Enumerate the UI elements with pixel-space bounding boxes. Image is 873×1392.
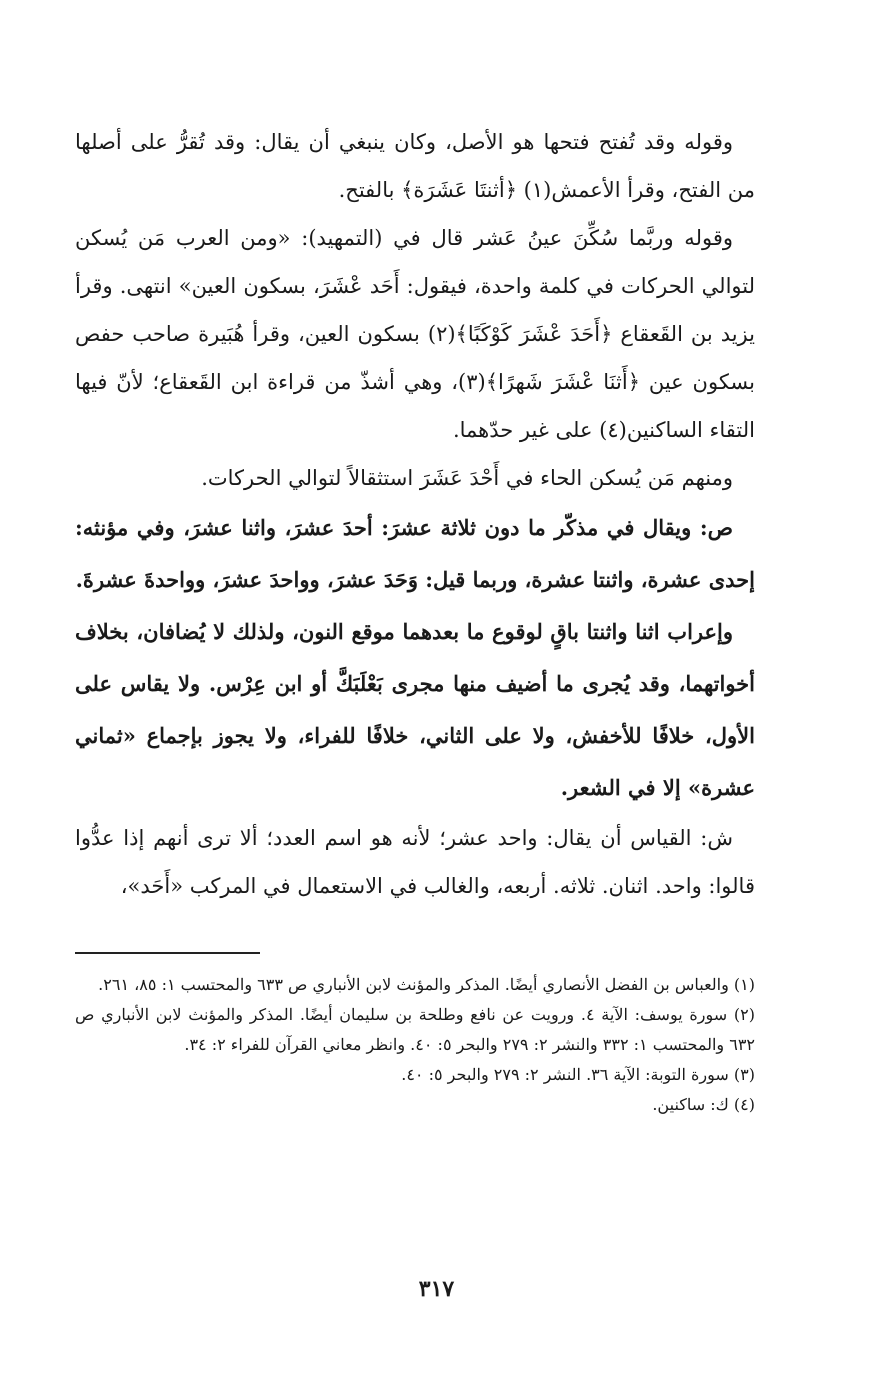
page-number: ٣١٧ — [418, 1276, 455, 1302]
paragraph-6: ش: القياس أن يقال: واحد عشر؛ لأنه هو اسم العدد؛ ألا ترى أنهم إذا عدُّوا قالوا: واحد. اثنان. ثلاثه. أربعه، والغالب في الاستعمال في المركب «أَحَد»، — [75, 826, 755, 898]
paragraph-3: ومنهم مَن يُسكن الحاء في أَحْدَ عَشَرَ استثقالاً لتوالي الحركات. — [201, 466, 733, 490]
page-body — [75, 118, 755, 1120]
paragraph-4-matn: ص: ويقال في مذكّر ما دون ثلاثة عشرَ: أحدَ عشرَ، واثنا عشرَ، وفي مؤنثه: إحدى عشرة، واثنتا عشرة، وربما قيل: وَحَدَ عشرَ، وواحدَ عشرَ، وواحدةَ عشرةَ. — [75, 515, 755, 592]
footnotes — [75, 970, 755, 1120]
paragraph-1: وقوله وقد تُفتح فتحها هو الأصل، وكان ينبغي أن يقال: وقد تُقرُّ على أصلها من الفتح، وقرأ الأعمش(١) ﴿أثنتَا عَشَرَة﴾ بالفتح. — [75, 130, 755, 202]
footnote-divider-wrap — [75, 910, 755, 954]
main-text — [75, 118, 755, 910]
paragraph-5-matn: وإعراب اثنا واثنتا باقٍ لوقوع ما بعدهما موقع النون، ولذلك لا يُضافان، بخلاف أخواتهما، وقد يُجرى ما أضيف منها مجرى بَعْلَبَكَّ أو ابن عِرْس. ولا يقاس على الأول، خلافًا للأخفش، ولا على الثاني، خلافًا للفراء، ولا يجوز بإجماع «ثماني عشرة» إلا في الشعر. — [75, 619, 755, 800]
footnote-2: (٢) سورة يوسف: الآية ٤. ورويت عن نافع وطلحة بن سليمان أيضًا. المذكر والمؤنث لابن الأنباري ص ٦٣٢ والمحتسب ١: ٣٣٢ والنشر ٢: ٢٧٩ والبحر ٥: ٤٠. وانظر معاني القرآن للفراء ٢: ٣٤. — [75, 1005, 755, 1054]
footnote-divider — [75, 952, 260, 954]
footnote-4: (٤) ك: ساكنين. — [652, 1095, 755, 1114]
footnote-3: (٣) سورة التوبة: الآية ٣٦. النشر ٢: ٢٧٩ والبحر ٥: ٤٠. — [401, 1065, 755, 1084]
paragraph-2: وقوله وربَّما سُكِّنَ عينُ عَشر قال في (التمهيد): «ومن العرب مَن يُسكن لتوالي الحركات في كلمة واحدة، فيقول: أَحَد عْشَرَ، بسكون العين» انتهى. وقرأ يزيد بن القَعقاع ﴿أَحَدَ عْشَرَ كَوْكَبًا﴾(٢) بسكون العين، وقرأ هُبَيرة صاحب حفص بسكون عين ﴿أَثنَا عْشَرَ شَهرًا﴾(٣)، وهي أشذّ من قراءة ابن القَعقاع؛ لأنّ فيها التقاء الساكنين(٤) على غير حدّهما. — [75, 226, 755, 442]
footnote-1: (١) والعباس بن الفضل الأنصاري أيضًا. المذكر والمؤنث لابن الأنباري ص ٦٣٣ والمحتسب ١: ٨٥، ٢٦١. — [98, 975, 755, 994]
